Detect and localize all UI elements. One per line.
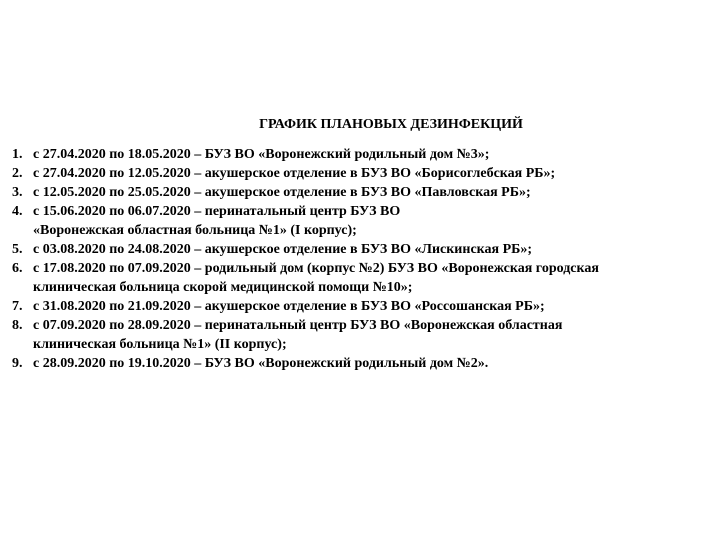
item-line: с 12.05.2020 по 25.05.2020 – акушерское отделение в БУЗ ВО «Павловская РБ»; <box>33 185 531 200</box>
item-number: 7. <box>12 299 23 314</box>
item-text <box>33 354 712 373</box>
item-number: 2. <box>12 166 23 181</box>
item-line: с 03.08.2020 по 24.08.2020 – акушерское отделение в БУЗ ВО «Лискинская РБ»; <box>33 242 533 257</box>
item-text <box>33 164 712 183</box>
item-line: «Воронежская областная больница №1» (I корпус); <box>33 223 357 238</box>
item-number: 6. <box>12 261 23 276</box>
list-item <box>12 145 712 164</box>
item-text <box>33 145 712 164</box>
item-text <box>33 202 712 240</box>
list-item <box>12 354 712 373</box>
item-text <box>33 297 712 316</box>
item-line: с 28.09.2020 по 19.10.2020 – БУЗ ВО «Воронежский родильный дом №2». <box>33 356 489 371</box>
item-text <box>33 316 712 354</box>
document-title: ГРАФИК ПЛАНОВЫХ ДЕЗИНФЕКЦИЙ <box>259 117 523 132</box>
item-line: с 31.08.2020 по 21.09.2020 – акушерское отделение в БУЗ ВО «Россошанская РБ»; <box>33 299 545 314</box>
list-item <box>12 183 712 202</box>
item-number: 3. <box>12 185 23 200</box>
item-line: с 27.04.2020 по 18.05.2020 – БУЗ ВО «Воронежский родильный дом №3»; <box>33 147 490 162</box>
item-number: 9. <box>12 356 23 371</box>
list-item <box>12 202 712 240</box>
list-item <box>12 240 712 259</box>
item-number: 1. <box>12 147 23 162</box>
list-item <box>12 259 712 297</box>
item-number: 5. <box>12 242 23 257</box>
item-line: с 07.09.2020 по 28.09.2020 – перинатальный центр БУЗ ВО «Воронежская областная <box>33 318 563 333</box>
item-line: с 17.08.2020 по 07.09.2020 – родильный дом (корпус №2) БУЗ ВО «Воронежская городская <box>33 261 599 276</box>
list-item <box>12 316 712 354</box>
item-line: с 15.06.2020 по 06.07.2020 – перинатальный центр БУЗ ВО <box>33 204 401 219</box>
item-text <box>33 259 712 297</box>
list-item <box>12 164 712 183</box>
item-line: с 27.04.2020 по 12.05.2020 – акушерское отделение в БУЗ ВО «Борисоглебская РБ»; <box>33 166 556 181</box>
item-line: клиническая больница скорой медицинской помощи №10»; <box>33 280 413 295</box>
item-number: 8. <box>12 318 23 333</box>
item-number: 4. <box>12 204 23 219</box>
disinfection-schedule-list <box>12 145 712 373</box>
item-text <box>33 240 712 259</box>
item-text <box>33 183 712 202</box>
list-item <box>12 297 712 316</box>
item-line: клиническая больница №1» (II корпус); <box>33 337 287 352</box>
